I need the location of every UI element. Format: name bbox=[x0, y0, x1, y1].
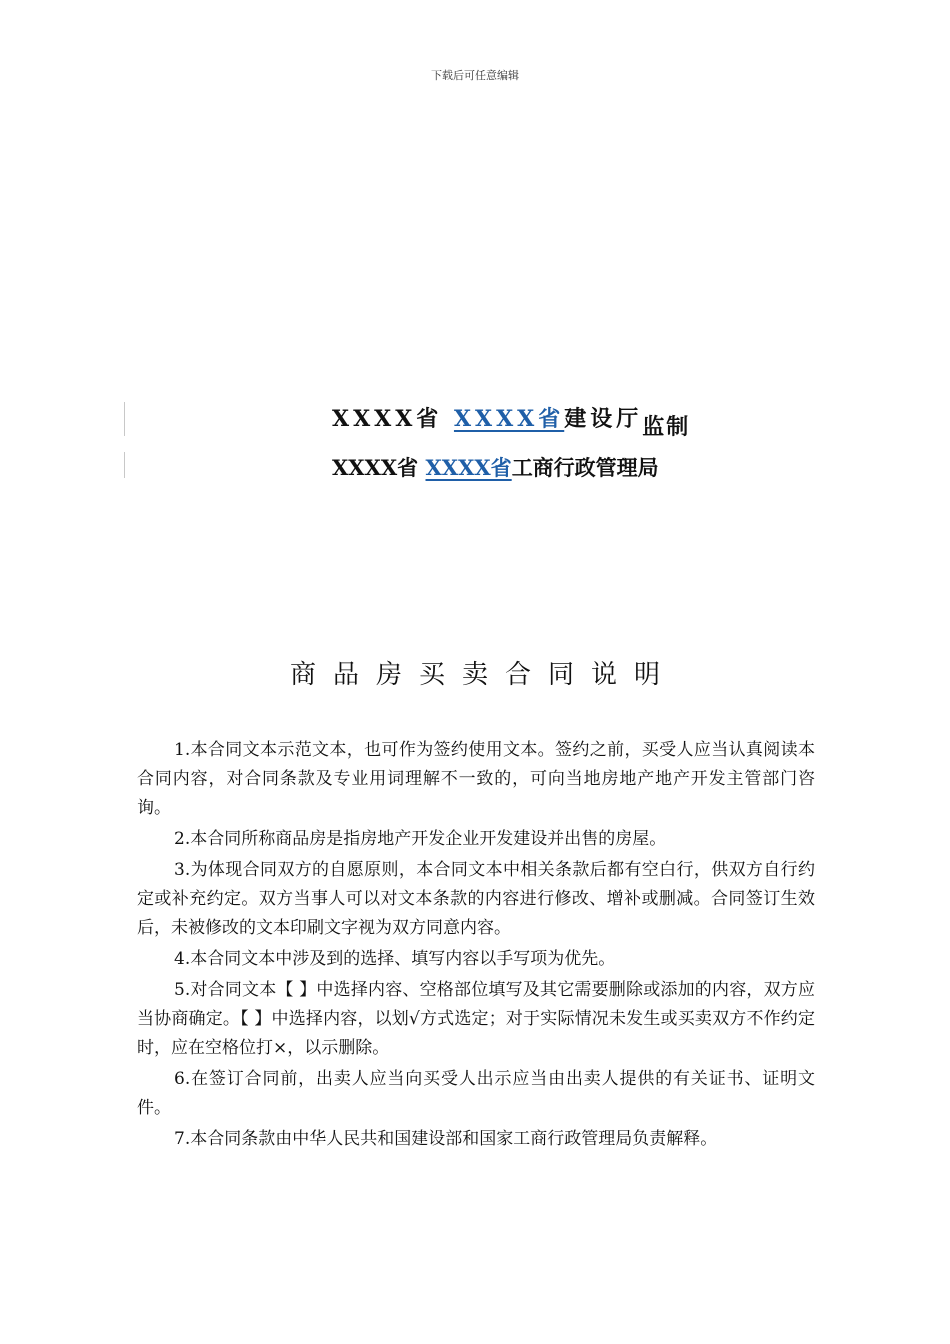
issuer-suffix: 监制 bbox=[642, 414, 691, 440]
document-title: 商品房买卖合同说明 bbox=[289, 660, 677, 690]
issuer-line-construction bbox=[332, 402, 691, 440]
issuer-org: 工商行政管理局 bbox=[511, 455, 659, 480]
margin-marker bbox=[124, 402, 125, 436]
issuer-prefix: XXXX省 bbox=[332, 455, 419, 480]
issuer-prefix: XXXX省 bbox=[332, 406, 443, 432]
margin-marker bbox=[124, 452, 125, 478]
page-header-note: 下载后可任意编辑 bbox=[431, 69, 519, 82]
instruction-paragraph: 7.本合同条款由中华人民共和国建设部和国家工商行政管理局负责解释。 bbox=[174, 1129, 718, 1149]
instructions-body bbox=[137, 736, 815, 1156]
instruction-paragraph: 6.在签订合同前，出卖人应当向买受人出示应当由出卖人提供的有关证书、证明文件。 bbox=[137, 1069, 815, 1118]
instruction-paragraph: 2.本合同所称商品房是指房地产开发企业开发建设并出售的房屋。 bbox=[174, 829, 667, 849]
instruction-paragraph: 3.为体现合同双方的自愿原则，本合同文本中相关条款后都有空白行，供双方自行约定或补充约定。双方当事人可以对文本条款的内容进行修改、增补或删减。合同签订生效后，未被修改的文本印刷文字视为双方同意内容。 bbox=[137, 860, 815, 938]
province-link[interactable]: XXXX省 bbox=[425, 455, 512, 480]
issuer-org: 建设厅 bbox=[564, 406, 643, 432]
instruction-paragraph: 4.本合同文本中涉及到的选择、填写内容以手写项为优先。 bbox=[174, 949, 616, 969]
issuer-line-commerce bbox=[332, 452, 659, 482]
instruction-paragraph: 1.本合同文本示范文本，也可作为签约使用文本。签约之前，买受人应当认真阅读本合同内容，对合同条款及专业用词理解不一致的，可向当地房地产地产开发主管部门咨询。 bbox=[137, 740, 815, 818]
instruction-paragraph: 5.对合同文本【 】中选择内容、空格部位填写及其它需要删除或添加的内容，双方应当协商确定。【 】中选择内容，以划√方式选定；对于实际情况未发生或买卖双方不作约定时，应在空格位打×，以示删除。 bbox=[137, 980, 815, 1058]
province-link[interactable]: XXXX省 bbox=[453, 406, 565, 432]
